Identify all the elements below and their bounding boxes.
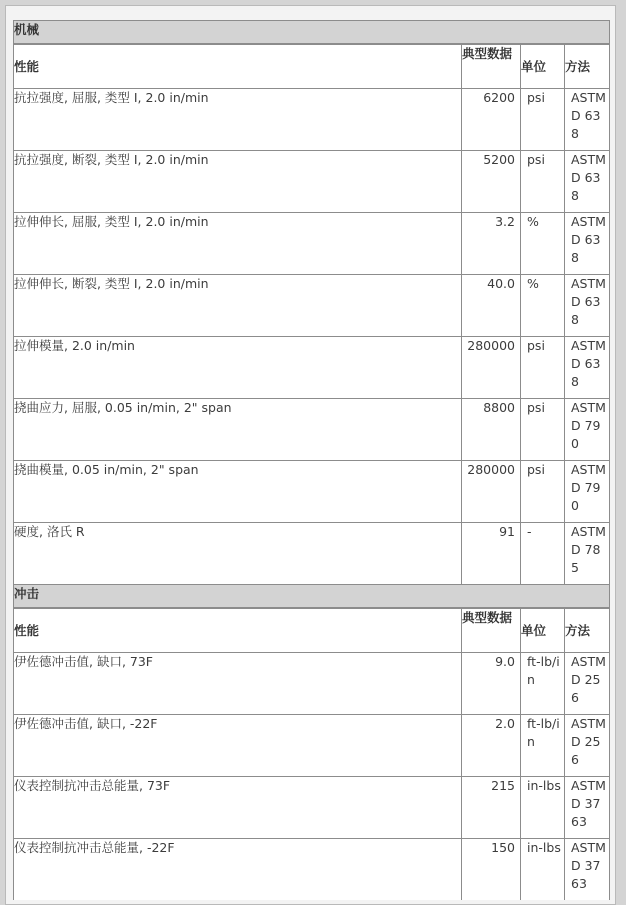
value-cell: 150	[461, 838, 520, 900]
property-cell: 拉伸模量, 2.0 in/min	[13, 336, 461, 398]
column-header-method: 方法	[564, 44, 610, 88]
property-cell: 仪表控制抗冲击总能量, 73F	[13, 776, 461, 838]
property-cell: 伊佐德冲击值, 缺口, 73F	[13, 652, 461, 714]
properties-table	[13, 20, 610, 900]
method-cell: ASTM D 3763	[564, 838, 610, 900]
property-cell: 抗拉强度, 屈服, 类型 I, 2.0 in/min	[13, 88, 461, 150]
column-header-property: 性能	[13, 608, 461, 652]
method-cell: ASTM D 3763	[564, 776, 610, 838]
unit-cell: in-lbs	[520, 776, 564, 838]
property-cell: 挠曲模量, 0.05 in/min, 2" span	[13, 460, 461, 522]
section-header-row	[13, 20, 610, 44]
method-cell: ASTM D 638	[564, 274, 610, 336]
property-cell: 硬度, 洛氏 R	[13, 522, 461, 584]
section-title: 冲击	[13, 584, 610, 608]
property-cell: 拉伸伸长, 断裂, 类型 I, 2.0 in/min	[13, 274, 461, 336]
unit-cell: psi	[520, 460, 564, 522]
method-cell: ASTM D 790	[564, 398, 610, 460]
column-header-unit: 单位	[520, 608, 564, 652]
table-row	[13, 776, 610, 838]
unit-cell: psi	[520, 150, 564, 212]
table-row	[13, 714, 610, 776]
value-cell: 91	[461, 522, 520, 584]
value-cell: 8800	[461, 398, 520, 460]
property-cell: 伊佐德冲击值, 缺口, -22F	[13, 714, 461, 776]
column-header-unit: 单位	[520, 44, 564, 88]
column-header-method: 方法	[564, 608, 610, 652]
table-row	[13, 652, 610, 714]
unit-cell: psi	[520, 398, 564, 460]
value-cell: 40.0	[461, 274, 520, 336]
method-cell: ASTM D 790	[564, 460, 610, 522]
table-row	[13, 460, 610, 522]
value-cell: 3.2	[461, 212, 520, 274]
unit-cell: psi	[520, 336, 564, 398]
property-cell: 仪表控制抗冲击总能量, -22F	[13, 838, 461, 900]
table-row	[13, 398, 610, 460]
table-row	[13, 150, 610, 212]
unit-cell: %	[520, 274, 564, 336]
table-row	[13, 336, 610, 398]
method-cell: ASTM D 785	[564, 522, 610, 584]
method-cell: ASTM D 638	[564, 88, 610, 150]
property-cell: 挠曲应力, 屈服, 0.05 in/min, 2" span	[13, 398, 461, 460]
value-cell: 215	[461, 776, 520, 838]
table-row	[13, 212, 610, 274]
column-header-typical-data: 典型数据	[461, 44, 520, 88]
unit-cell: psi	[520, 88, 564, 150]
property-cell: 拉伸伸长, 屈服, 类型 I, 2.0 in/min	[13, 212, 461, 274]
method-cell: ASTM D 638	[564, 150, 610, 212]
unit-cell: ft-lb/in	[520, 652, 564, 714]
table-row	[13, 838, 610, 900]
value-cell: 6200	[461, 88, 520, 150]
value-cell: 2.0	[461, 714, 520, 776]
page-frame	[5, 5, 616, 905]
table-row	[13, 522, 610, 584]
column-header-typical-data: 典型数据	[461, 608, 520, 652]
unit-cell: ft-lb/in	[520, 714, 564, 776]
value-cell: 280000	[461, 336, 520, 398]
column-header-property: 性能	[13, 44, 461, 88]
method-cell: ASTM D 256	[564, 652, 610, 714]
value-cell: 280000	[461, 460, 520, 522]
unit-cell: %	[520, 212, 564, 274]
column-header-row	[13, 44, 610, 88]
section-header-row	[13, 584, 610, 608]
unit-cell: -	[520, 522, 564, 584]
method-cell: ASTM D 638	[564, 212, 610, 274]
method-cell: ASTM D 638	[564, 336, 610, 398]
value-cell: 9.0	[461, 652, 520, 714]
unit-cell: in-lbs	[520, 838, 564, 900]
section-title: 机械	[13, 20, 610, 44]
table-row	[13, 274, 610, 336]
value-cell: 5200	[461, 150, 520, 212]
table-row	[13, 88, 610, 150]
properties-sheet	[13, 20, 610, 900]
property-cell: 抗拉强度, 断裂, 类型 I, 2.0 in/min	[13, 150, 461, 212]
column-header-row	[13, 608, 610, 652]
method-cell: ASTM D 256	[564, 714, 610, 776]
